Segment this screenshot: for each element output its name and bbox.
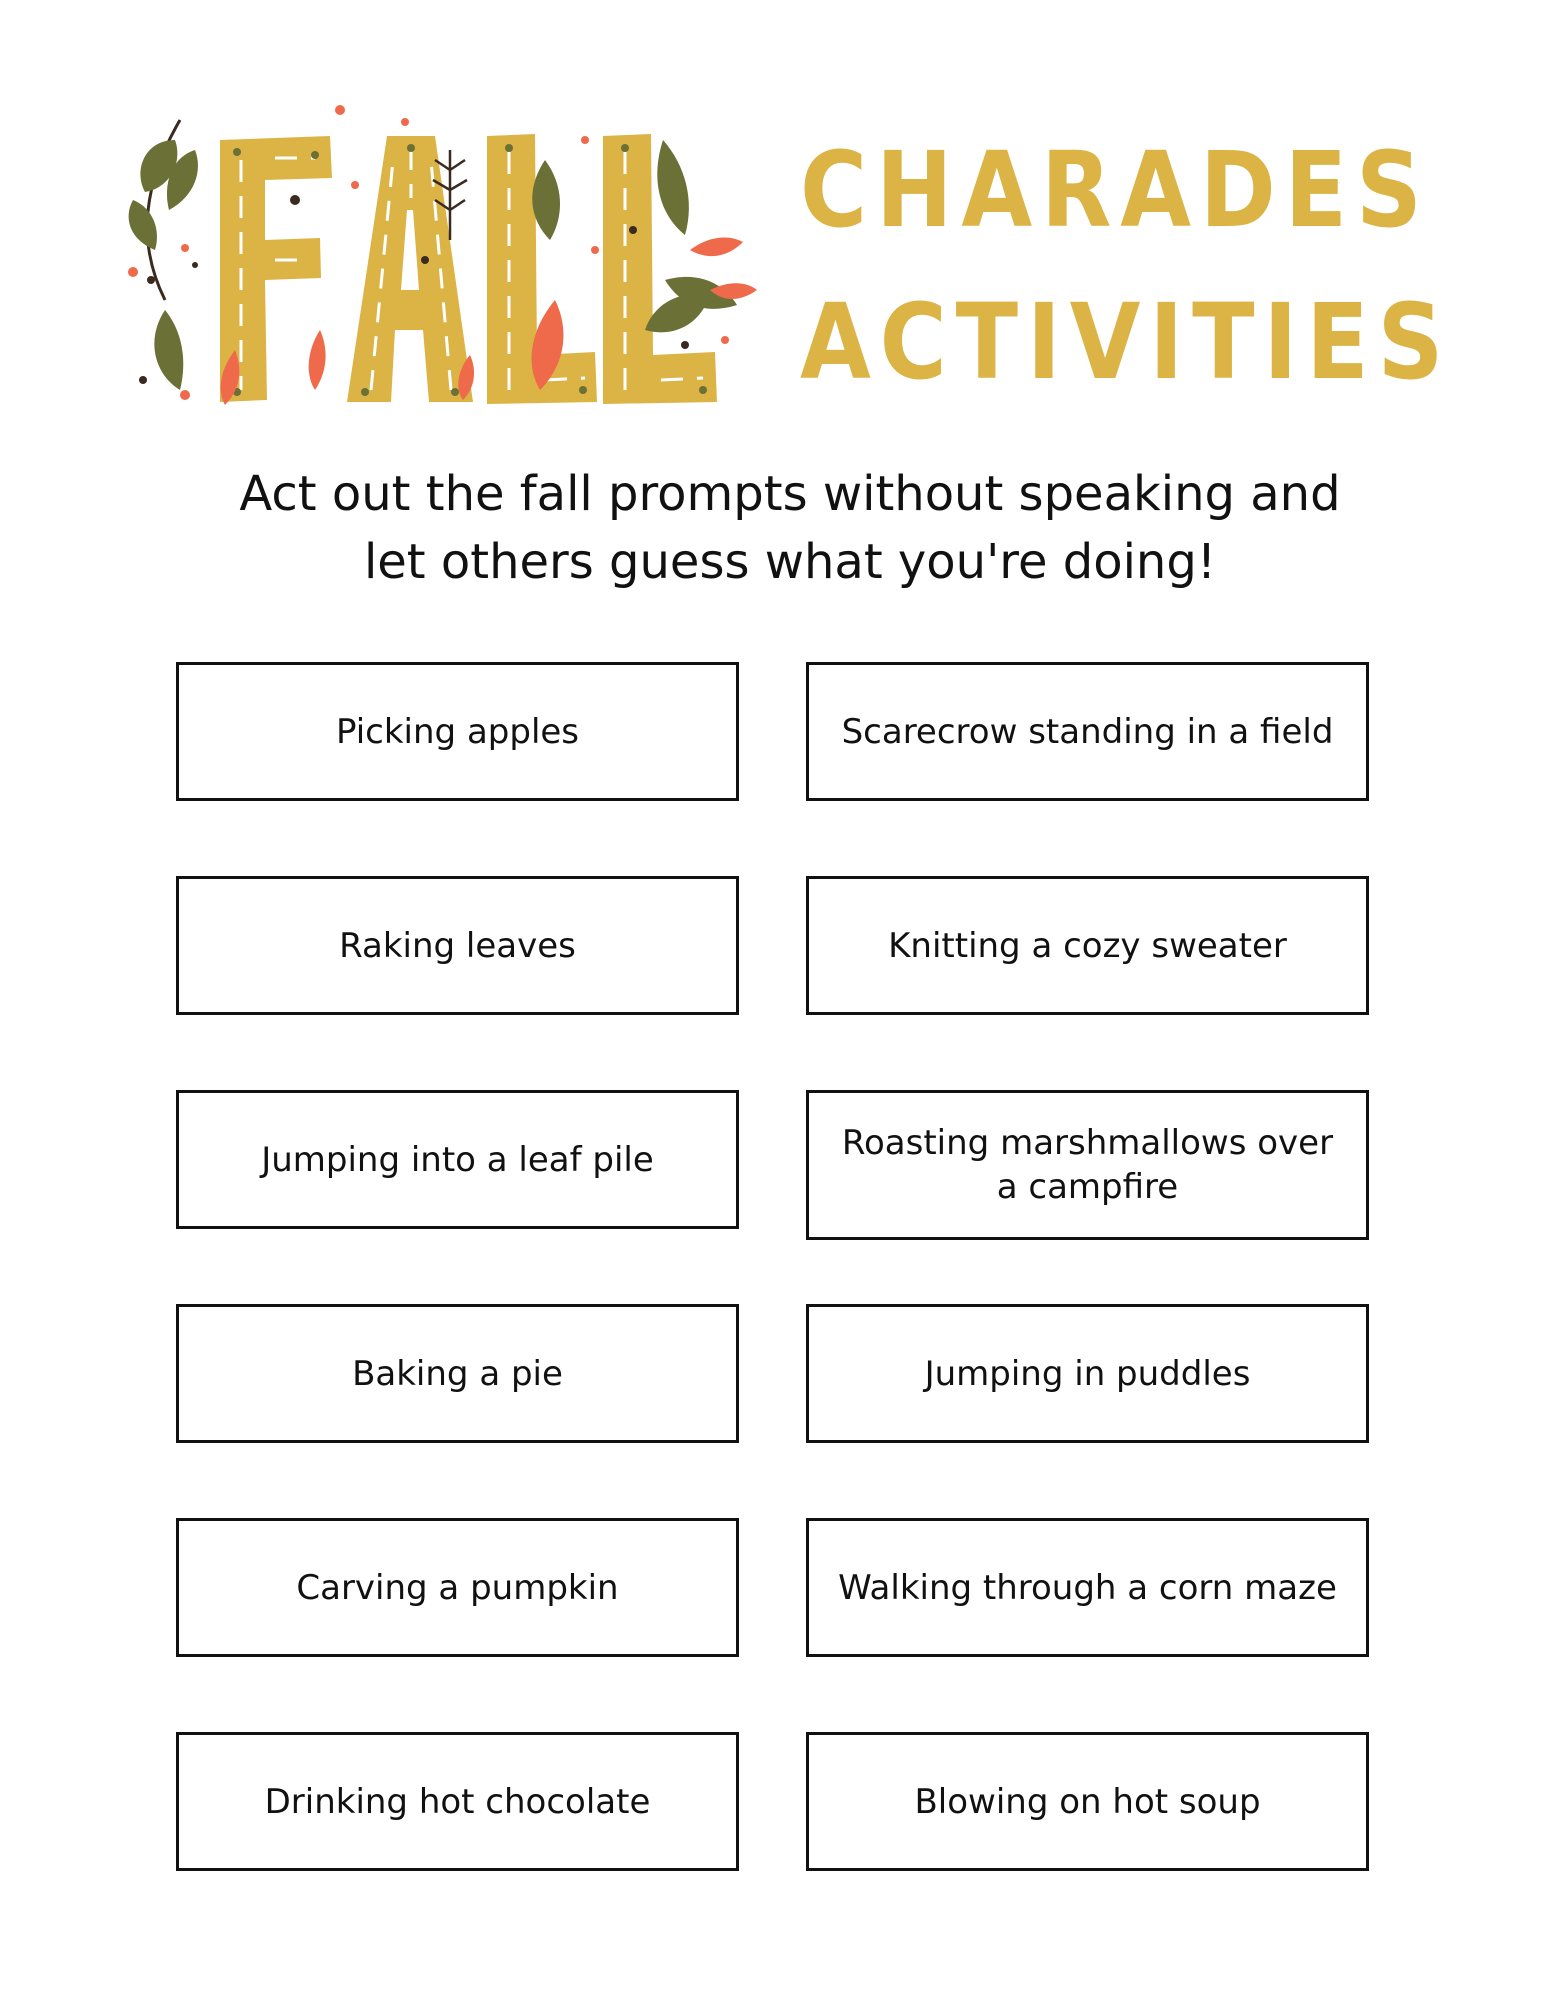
title-charades: CHARADES	[800, 129, 1431, 251]
prompt-card: Roasting marshmallows over a campfire	[806, 1090, 1369, 1240]
prompt-card: Picking apples	[176, 662, 739, 801]
prompt-card: Carving a pumpkin	[176, 1518, 739, 1657]
title-activities: ACTIVITIES	[800, 281, 1453, 403]
prompt-card: Jumping in puddles	[806, 1304, 1369, 1443]
fall-logo	[125, 100, 765, 430]
instructions	[150, 460, 1430, 596]
prompt-card: Blowing on hot soup	[806, 1732, 1369, 1871]
prompt-card: Scarecrow standing in a field	[806, 662, 1369, 801]
prompt-card: Knitting a cozy sweater	[806, 876, 1369, 1015]
letter-a-icon	[347, 136, 473, 402]
prompt-card: Baking a pie	[176, 1304, 739, 1443]
instructions-line2: let others guess what you're doing!	[363, 534, 1217, 590]
prompt-card: Walking through a corn maze	[806, 1518, 1369, 1657]
instructions-line1: Act out the fall prompts without speaking and	[239, 466, 1341, 522]
prompt-card: Jumping into a leaf pile	[176, 1090, 739, 1229]
prompt-card: Drinking hot chocolate	[176, 1732, 739, 1871]
prompt-card: Raking leaves	[176, 876, 739, 1015]
